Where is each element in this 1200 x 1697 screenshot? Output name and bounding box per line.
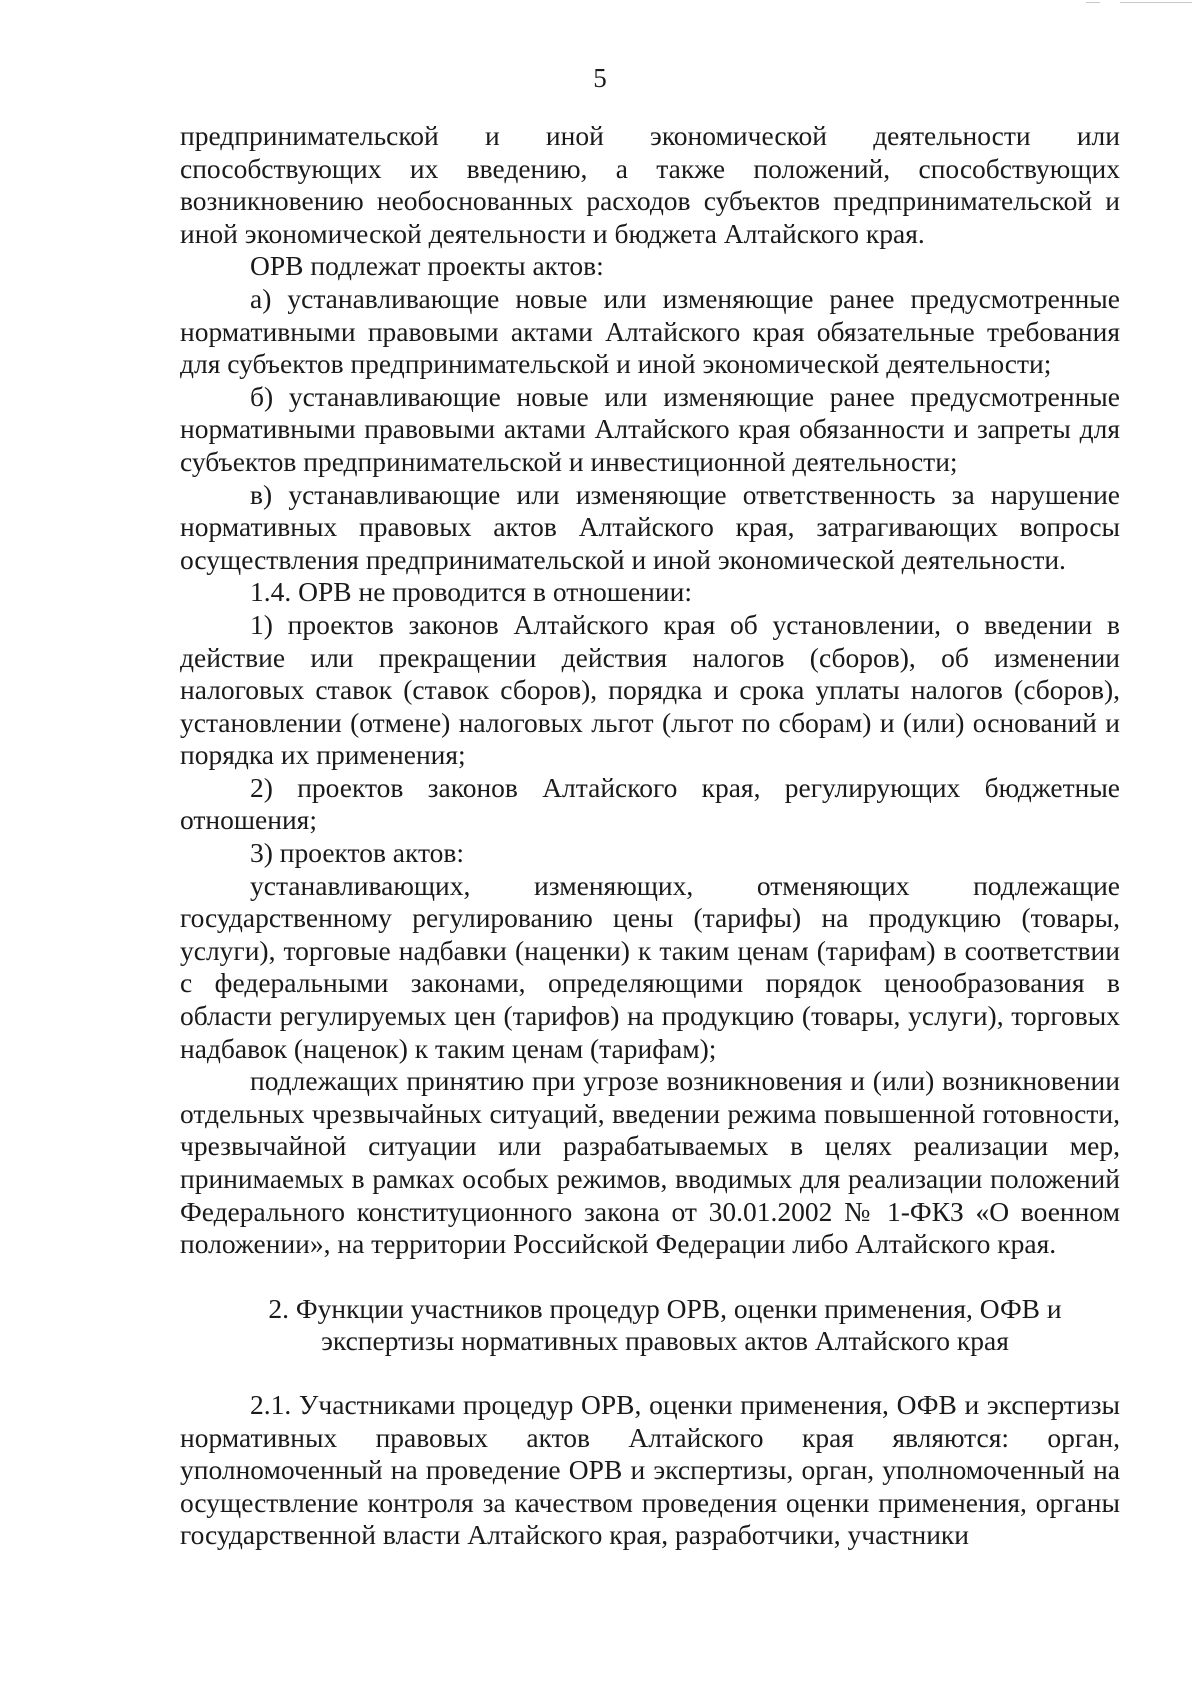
list-item-1: 1) проектов законов Алтайского края об установлении, о введении в действие или прекращении действия налогов (сборов), об изменении налоговых ставок (ставок сборов), порядка и срока уплаты налогов (сборов), установлении (отмене) налоговых льгот (льгот по сборам) и (или) оснований и порядка их применения; (180, 608, 1120, 771)
document-body (180, 120, 1120, 1552)
section-heading: 2. Функции участников процедур ОРВ, оценки применения, ОФВ и экспертизы нормативных правовых актов Алтайского края (268, 1292, 1062, 1357)
list-item-v: в) устанавливающие или изменяющие ответственность за нарушение нормативных правовых актов Алтайского края, затрагивающих вопросы осуществления предпринимательской и иной экономической деятельности. (180, 478, 1120, 575)
list-item-2: 2) проектов законов Алтайского края, регулирующих бюджетные отношения; (180, 771, 1120, 836)
paragraph-continuation: предпринимательской и иной экономической деятельности или способствующих их введению, а также положений, способствующих возникновению необоснованных расходов субъектов предпринимательской и иной экономической деятельности и бюджета Алтайского края. (180, 120, 1120, 249)
sub-item-emergency: подлежащих принятию при угрозе возникновения и (или) возникновении отдельных чрезвычайных ситуаций, введении режима повышенной готовности, чрезвычайной ситуации или разрабатываемых в целях реализации мер, принимаемых в рамках особых режимов, вводимых для реализации положений Федерального конституционного закона от 30.01.2002 № 1-ФКЗ «О военном положении», на территории Российской Федерации либо Алтайского края. (180, 1065, 1120, 1260)
list-item-b: б) устанавливающие новые или изменяющие ранее предусмотренные нормативными правовыми актами Алтайского края обязанности и запреты для субъектов предпринимательской и инвестиционной деятельности; (180, 380, 1120, 477)
paragraph-orv-subject: ОРВ подлежат проекты актов: (250, 250, 604, 282)
page-number: 5 (593, 63, 607, 93)
list-item-3: 3) проектов актов: (250, 837, 465, 869)
clause-2-1: 2.1. Участниками процедур ОРВ, оценки применения, ОФВ и экспертизы нормативных правовых актов Алтайского края являются: орган, уполномоченный на проведение ОРВ и экспертизы, орган, уполномоченный на осуществление контроля за качеством проведения оценки применения, органы государственной власти Алтайского края, разработчики, участники (180, 1388, 1120, 1551)
scan-corner-mark (1080, 0, 1200, 6)
list-item-a: а) устанавливающие новые или изменяющие ранее предусмотренные нормативными правовыми актами Алтайского края обязательные требования для субъектов предпринимательской и иной экономической деятельности; (180, 282, 1120, 380)
sub-item-prices: устанавливающих, изменяющих, отменяющих подлежащие государственному регулированию цены (тарифы) на продукцию (товары, услуги), торговые надбавки (наценки) к таким ценам (тарифам) в соответствии с федеральными законами, определяющими порядок ценообразования в области регулируемых цен (тарифов) на продукцию (товары, услуги), торговых надбавок (наценок) к таким ценам (тарифам); (180, 869, 1120, 1064)
clause-1-4: 1.4. ОРВ не проводится в отношении: (250, 576, 692, 608)
